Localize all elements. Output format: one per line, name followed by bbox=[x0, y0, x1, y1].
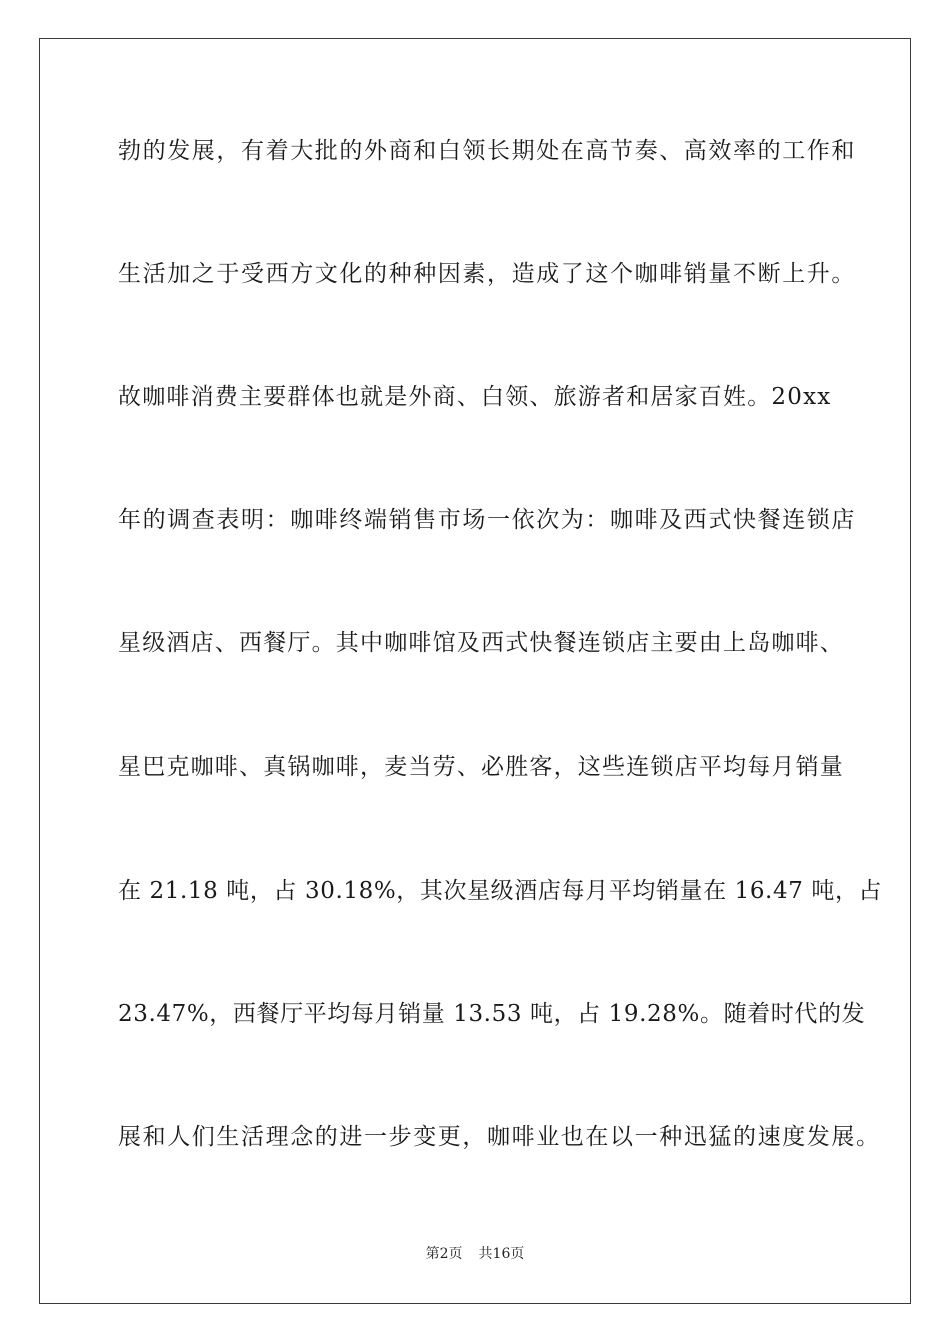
paragraph-line: 故咖啡消费主要群体也就是外商、白领、旅游者和居家百姓。20xx bbox=[118, 384, 832, 410]
paragraph-line: 展和人们生活理念的进一步变更，咖啡业也在以一种迅猛的速度发展。 bbox=[118, 1124, 881, 1150]
paragraph-line: 在 21.18 吨，占 30.18%，其次星级酒店每月平均销量在 16.47 吨，占 bbox=[118, 878, 883, 904]
paragraph-line: 勃的发展，有着大批的外商和白领长期处在高节奏、高效率的工作和 bbox=[118, 138, 856, 164]
page-frame bbox=[39, 38, 911, 1304]
paragraph-line: 23.47%，西餐厅平均每月销量 13.53 吨，占 19.28%。随着时代的发 bbox=[118, 1001, 866, 1027]
page-number: 第2页 bbox=[425, 1246, 463, 1262]
paragraph-line: 星巴克咖啡、真锅咖啡，麦当劳、必胜客，这些连锁店平均每月销量 bbox=[118, 754, 844, 780]
paragraph-line: 年的调查表明：咖啡终端销售市场一依次为：咖啡及西式快餐连锁店 bbox=[118, 507, 856, 533]
page-footer bbox=[0, 1245, 950, 1263]
paragraph-line: 生活加之于受西方文化的种种因素，造成了这个咖啡销量不断上升。 bbox=[118, 261, 856, 287]
paragraph-line: 星级酒店、西餐厅。其中咖啡馆及西式快餐连锁店主要由上岛咖啡、 bbox=[118, 630, 844, 656]
page-total: 共16页 bbox=[478, 1246, 525, 1262]
